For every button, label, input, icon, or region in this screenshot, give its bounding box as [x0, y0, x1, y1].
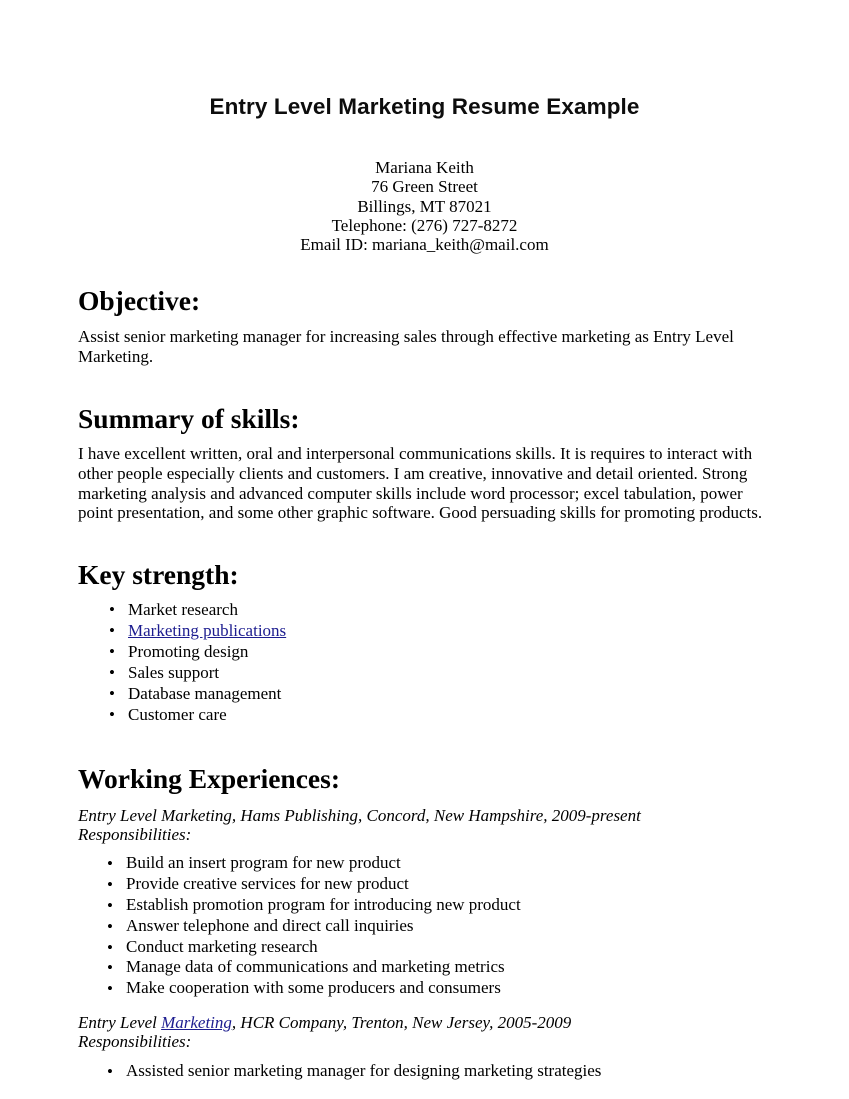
- list-item: [78, 662, 771, 683]
- section-heading-key-strength: Key strength:: [78, 558, 239, 590]
- job-title-suffix: , HCR Company, Trenton, New Jersey, 2005-2009: [231, 1012, 572, 1032]
- section-heading-working-experiences: Working Experiences:: [78, 762, 341, 794]
- bullet-icon: •: [109, 683, 115, 703]
- responsibilities-list: [78, 844, 771, 999]
- bullet-icon: •: [109, 704, 115, 724]
- list-item-label: Promoting design: [128, 641, 249, 661]
- job-title-prefix: Entry Level: [78, 1012, 162, 1032]
- contact-telephone: Telephone: (276) 727-8272: [331, 215, 518, 235]
- list-item: [78, 937, 771, 958]
- bullet-icon: •: [107, 875, 113, 895]
- list-item: [78, 895, 771, 916]
- list-item: [78, 874, 771, 895]
- list-item-label: Build an insert program for new product: [126, 853, 401, 873]
- list-item-label: Make cooperation with some producers and consumers: [126, 978, 501, 998]
- list-item-label: Answer telephone and direct call inquiries: [126, 915, 414, 935]
- key-strength-link[interactable]: Marketing publications: [128, 620, 287, 640]
- section-heading-summary: Summary of skills:: [78, 402, 300, 434]
- list-item: [78, 957, 771, 978]
- list-item-label: Database management: [128, 683, 282, 703]
- list-item-label: Customer care: [128, 704, 227, 724]
- bullet-icon: •: [107, 1061, 113, 1081]
- list-item-label: Conduct marketing research: [126, 936, 318, 956]
- responsibilities-list: [78, 1052, 771, 1082]
- contact-email: Email ID: mariana_keith@mail.com: [300, 235, 549, 255]
- job-title: [78, 999, 771, 1032]
- bullet-icon: •: [107, 916, 113, 936]
- bullet-icon: •: [109, 599, 115, 619]
- bullet-icon: •: [107, 958, 113, 978]
- list-item: [78, 853, 771, 874]
- bullet-icon: •: [107, 937, 113, 957]
- key-strength-list: [78, 590, 771, 725]
- responsibilities-label: Responsibilities:: [78, 1032, 192, 1052]
- list-item-label: Establish promotion program for introducing new product: [126, 894, 521, 914]
- bullet-icon: •: [109, 620, 115, 640]
- list-item-label: Assisted senior marketing manager for designing marketing strategies: [126, 1060, 602, 1080]
- summary-text: I have excellent written, oral and interpersonal communications skills. It is requires to interact with other people especially clients and customers. I am creative, innovative and detail oriented. Strong marketing analysis and advanced computer skills include word processor; excel tabulation, power point presentation, and some other graphic software. Good persuading skills for promoting products.: [78, 444, 763, 523]
- bullet-icon: •: [109, 662, 115, 682]
- bullet-icon: •: [107, 979, 113, 999]
- list-item: [78, 620, 771, 641]
- contact-block: [78, 158, 771, 254]
- list-item-label: Sales support: [128, 662, 220, 682]
- bullet-icon: •: [109, 641, 115, 661]
- list-item-label: Provide creative services for new product: [126, 874, 409, 894]
- job-title-link[interactable]: Marketing: [161, 1012, 232, 1032]
- bullet-icon: •: [107, 895, 113, 915]
- list-item: [78, 683, 771, 704]
- list-item: [78, 599, 771, 620]
- list-item: [78, 916, 771, 937]
- bullet-icon: •: [107, 854, 113, 874]
- list-item-label: Market research: [128, 599, 238, 619]
- list-item: [78, 704, 771, 725]
- contact-city: Billings, MT 87021: [357, 196, 492, 216]
- jobs-container: [78, 794, 771, 1082]
- responsibilities-label: Responsibilities:: [78, 824, 192, 844]
- contact-street: 76 Green Street: [371, 177, 478, 197]
- list-item-label: Manage data of communications and marketing metrics: [126, 957, 505, 977]
- contact-name: Mariana Keith: [375, 158, 474, 177]
- list-item: [78, 1061, 771, 1082]
- job-title: Entry Level Marketing, Hams Publishing, Concord, New Hampshire, 2009-present: [78, 805, 641, 825]
- page-title: Entry Level Marketing Resume Example: [209, 94, 640, 119]
- list-item: [78, 978, 771, 999]
- objective-text: Assist senior marketing manager for increasing sales through effective marketing as Entry Level Marketing.: [78, 327, 734, 366]
- list-item: [78, 641, 771, 662]
- section-heading-objective: Objective:: [78, 285, 201, 317]
